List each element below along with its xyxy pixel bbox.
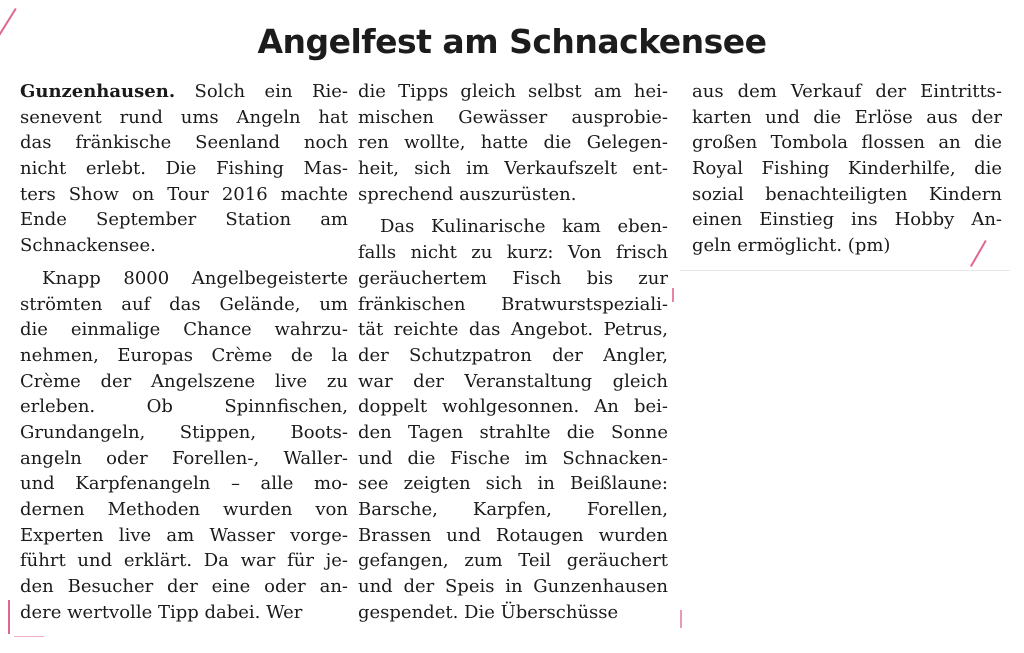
text-line: falls nicht zu kurz: Von frisch [358, 242, 668, 264]
text-line: doppelt wohlgesonnen. An bei- [358, 396, 668, 418]
text-line: Royal Fishing Kinderhilfe, die [692, 158, 1002, 180]
scan-edge [680, 270, 1010, 271]
text-line: nehmen, Europas Crème de la [20, 344, 348, 366]
text-line: gefangen, zum Teil geräuchert [358, 550, 668, 572]
text-line: senevent rund ums Angeln hat [20, 106, 348, 128]
text-line: Ende September Station am [20, 209, 348, 231]
text-line: heit, sich im Verkaufszelt ent- [358, 158, 668, 180]
text-line: die einmalige Chance wahrzu- [20, 319, 348, 341]
article-headline: Angelfest am Schnackensee [257, 22, 767, 61]
text-line: fränkischen Bratwurstspeziali- [358, 293, 668, 315]
text-line: tät reichte das Angebot. Petrus, [358, 319, 668, 341]
text-line: nicht erlebt. Die Fishing Mas- [20, 158, 348, 180]
text-line: war der Veranstaltung gleich [358, 370, 668, 392]
article-column-2 [358, 79, 668, 625]
dateline: Gunzenhausen. [20, 81, 176, 102]
text-line: dere wertvolle Tipp dabei. Wer [20, 601, 303, 623]
text-line: Grundangeln, Stippen, Boots- [20, 421, 348, 443]
text-line: strömten auf das Gelände, um [20, 293, 348, 315]
text-line: geln ermöglicht. (pm) [692, 235, 891, 257]
text-line: Crème der Angelszene live zu [20, 370, 348, 392]
pen-mark [14, 636, 44, 637]
text-line: Brassen und Rotaugen wurden [358, 524, 668, 546]
text-line: Das Kulinarische kam eben- [380, 216, 668, 238]
text-line: und der Speis in Gunzenhausen [358, 576, 668, 598]
text-line: das fränkische Seenland noch [20, 132, 348, 154]
text-line: und die Fische im Schnacken- [358, 447, 668, 469]
pen-mark [672, 288, 674, 302]
text-line: und Karpfenangeln – alle mo- [20, 473, 348, 495]
article-column-1 [20, 79, 348, 625]
text-line: ters Show on Tour 2016 machte [20, 183, 348, 205]
text-line: gespendet. Die Überschüsse [358, 601, 619, 623]
text-line: sprechend auszurüsten. [358, 183, 577, 205]
text-line: karten und die Erlöse aus der [692, 106, 1002, 128]
text-span: Solch ein Rie- [175, 81, 348, 102]
text-line: ren wollte, hatte die Gelegen- [358, 132, 668, 154]
text-line: sozial benachteiligten Kindern [692, 183, 1002, 205]
text-line: see zeigten sich in Beißlaune: [358, 473, 668, 495]
text-line: Schnackensee. [20, 235, 156, 257]
pen-mark [8, 600, 10, 634]
text-line: Barsche, Karpfen, Forellen, [358, 499, 668, 520]
text-line: einen Einstieg ins Hobby An- [692, 209, 1002, 231]
article-column-3 [692, 79, 1002, 259]
text-line: dernen Methoden wurden von [20, 499, 348, 520]
text-line: führt und erklärt. Da war für je- [20, 550, 348, 572]
text-line: der Schutzpatron der Angler, [358, 344, 668, 366]
text-line: angeln oder Forellen-, Waller- [20, 447, 348, 469]
text-line: erleben. Ob Spinnfischen, [20, 396, 348, 418]
text-line: den Tagen strahlte die Sonne [358, 421, 668, 443]
text-line: die Tipps gleich selbst am hei- [358, 81, 668, 102]
text-line: den Besucher der eine oder an- [20, 576, 348, 598]
text-line: aus dem Verkauf der Eintritts- [692, 81, 1002, 102]
text-line: Knapp 8000 Angelbegeisterte [42, 267, 348, 289]
text-line [20, 79, 348, 105]
pen-mark [680, 610, 682, 628]
text-line: geräuchertem Fisch bis zur [358, 267, 668, 289]
text-line: mischen Gewässer ausprobie- [358, 106, 668, 128]
text-line: großen Tombola flossen an die [692, 132, 1002, 154]
text-line: Experten live am Wasser vorge- [20, 524, 348, 546]
